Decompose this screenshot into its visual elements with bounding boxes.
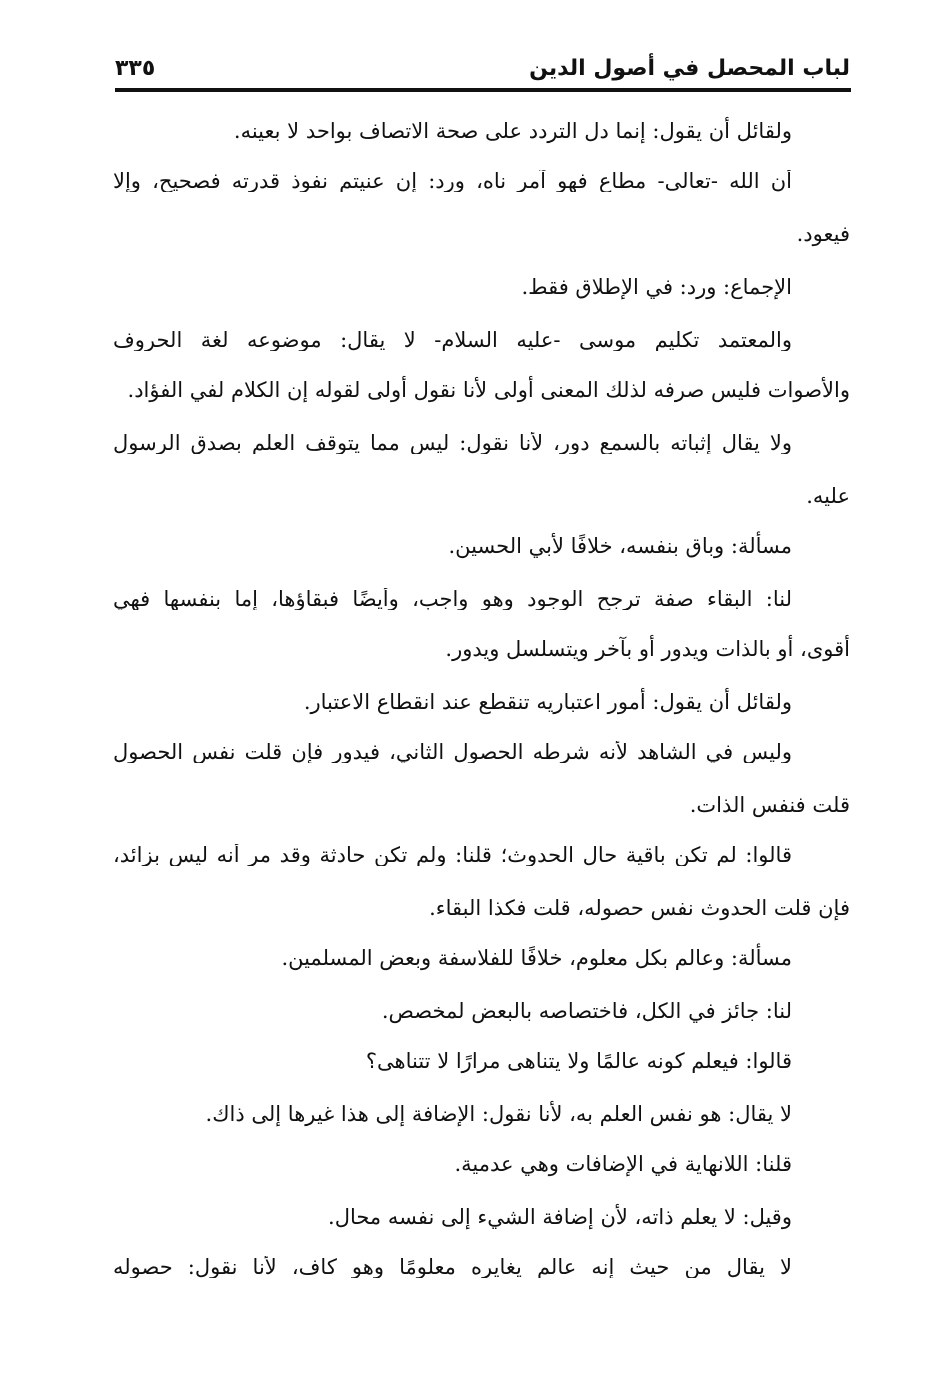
text-line: فإن قلت الحدوث نفس حصوله، قلت فكذا البقاء. bbox=[429, 896, 850, 920]
text-line: لنا: البقاء صفة ترجح الوجود وهو واجب، وأيضًا فبقاؤها، إما بنفسها فهي bbox=[113, 588, 792, 610]
running-header bbox=[115, 52, 850, 86]
text-line: قلت فنفس الذات. bbox=[689, 793, 850, 817]
text-line: وليس في الشاهد لأنه شرطه الحصول الثاني، فيدور فإن قلت نفس الحصول bbox=[113, 741, 792, 763]
text-line: أن الله -تعالى- مطاع فهو آمر ناه، ورد: إن عنيتم نفوذ قدرته فصحيح، وإلا bbox=[113, 170, 792, 192]
text-line: مسألة: وعالم بكل معلوم، خلافًا للفلاسفة وبعض المسلمين. bbox=[281, 946, 792, 970]
text-line: والمعتمد تكليم موسى -عليه السلام- لا يقال: موضوعه لغة الحروف bbox=[113, 329, 792, 351]
text-line: لنا: جائز في الكل، فاختصاصه بالبعض لمخصص. bbox=[381, 999, 792, 1023]
text-line: ولقائل أن يقول: أمور اعتباريه تنقطع عند انقطاع الاعتبار. bbox=[303, 690, 792, 714]
text-line: لا يقال: هو نفس العلم به، لأنا نقول: الإضافة إلى هذا غيرها إلى ذاك. bbox=[205, 1102, 792, 1126]
text-line: قلنا: اللانهاية في الإضافات وهي عدمية. bbox=[454, 1152, 792, 1176]
page-body bbox=[113, 112, 850, 1278]
book-title: لباب المحصل في أصول الدين bbox=[529, 56, 850, 81]
text-line: وقيل: لا يعلم ذاته، لأن إضافة الشيء إلى نفسه محال. bbox=[328, 1205, 792, 1229]
header-rule bbox=[115, 88, 851, 92]
text-line: فيعود. bbox=[796, 222, 850, 246]
text-line: أقوى، أو بالذات ويدور أو بآخر ويتسلسل ويدور. bbox=[445, 637, 850, 661]
text-line: الإجماع: ورد: في الإطلاق فقط. bbox=[521, 275, 792, 299]
text-line: مسألة: وباق بنفسه، خلافًا لأبي الحسين. bbox=[448, 534, 792, 558]
text-line: قالوا: لم تكن باقية حال الحدوث؛ قلنا: ولم تكن حادثة وقد مر أنه ليس بزائد، bbox=[113, 844, 792, 866]
text-line: لا يقال من حيث إنه عالم يغايره معلومًا وهو كاف، لأنا نقول: حصوله bbox=[113, 1256, 792, 1278]
text-line: ولقائل أن يقول: إنما دل التردد على صحة الاتصاف بواحد لا بعينه. bbox=[233, 119, 792, 143]
text-line: عليه. bbox=[806, 484, 850, 508]
text-line: والأصوات فليس صرفه لذلك المعنى أولى لأنا نقول أولى لقوله إن الكلام لفي الفؤاد. bbox=[127, 378, 850, 402]
text-line: ولا يقال إثباته بالسمع دور، لأنا نقول: ليس مما يتوقف العلم بصدق الرسول bbox=[113, 432, 792, 454]
text-line: قالوا: فيعلم كونه عالمًا ولا يتناهى مرارًا لا تتناهى؟ bbox=[365, 1049, 792, 1073]
page-number: ٣٣٥ bbox=[115, 56, 156, 81]
